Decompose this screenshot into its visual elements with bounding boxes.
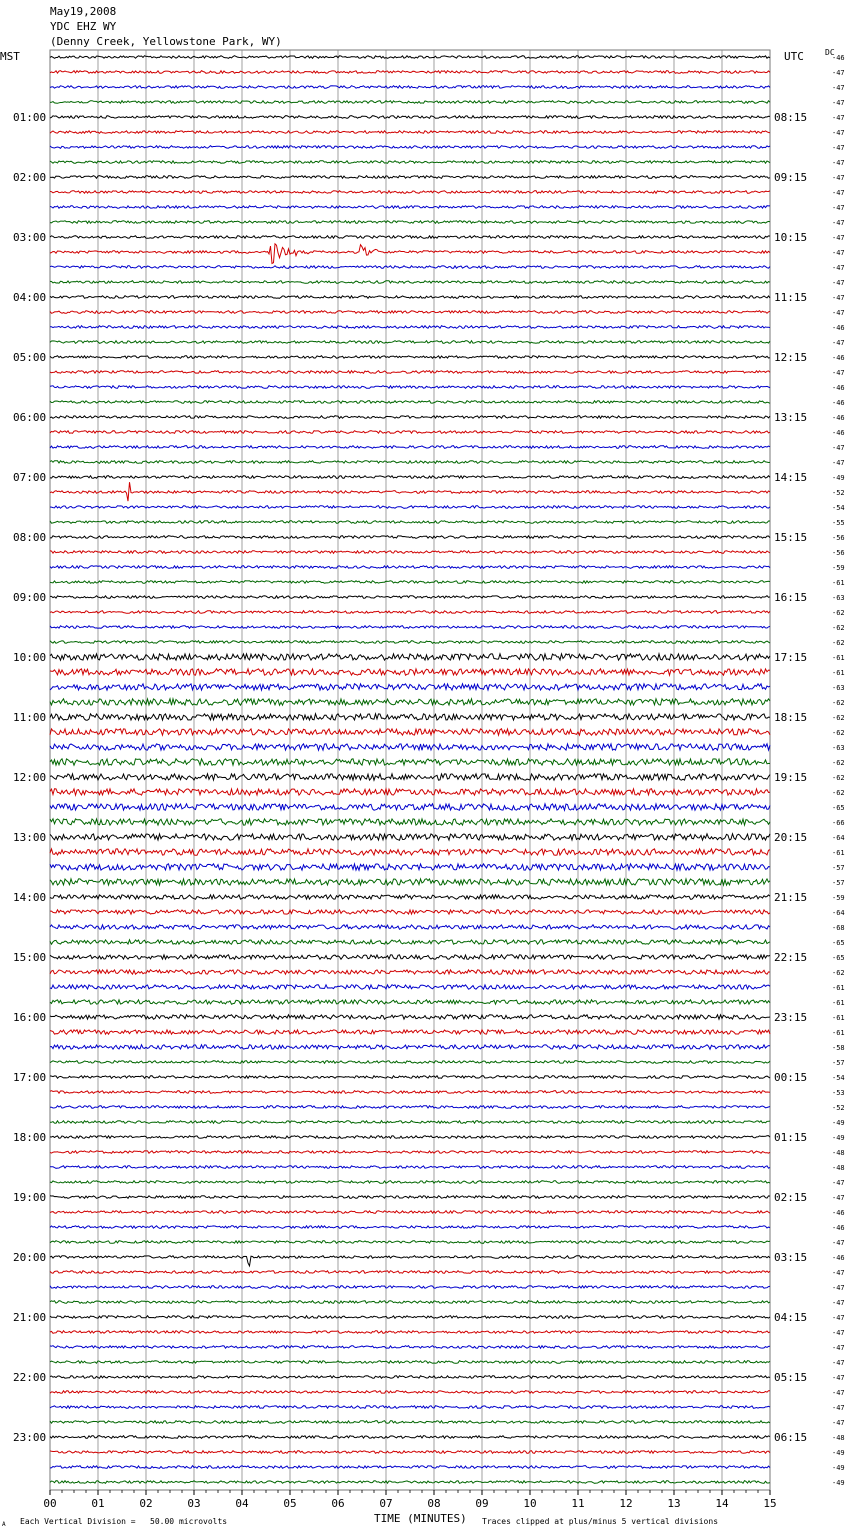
dc-offset-label: -61	[832, 984, 845, 992]
seismic-trace	[50, 910, 770, 914]
seismic-trace	[50, 116, 770, 119]
seismic-trace	[50, 985, 770, 989]
dc-offset-label: -54	[832, 504, 845, 512]
x-tick-label: 12	[619, 1497, 633, 1510]
seismic-trace	[50, 296, 770, 299]
dc-offset-label: -62	[832, 609, 845, 617]
dc-offset-label: -46	[832, 1254, 845, 1262]
dc-offset-label: -55	[832, 519, 845, 527]
dc-offset-label: -49	[832, 1449, 845, 1457]
dc-offset-label: -61	[832, 1014, 845, 1022]
seismic-trace	[50, 744, 770, 750]
seismic-trace	[50, 641, 770, 644]
dc-offset-label: -47	[832, 1269, 845, 1277]
seismic-trace	[50, 1406, 770, 1409]
seismic-trace	[50, 176, 770, 179]
seismic-trace	[50, 1481, 770, 1484]
seismic-trace	[50, 1061, 770, 1064]
seismic-trace	[50, 789, 770, 795]
dc-offset-label: -61	[832, 669, 845, 677]
dc-offset-label: -64	[832, 909, 845, 917]
dc-offset-label: -47	[832, 369, 845, 377]
dc-offset-label: -46	[832, 1209, 845, 1217]
utc-hour-label: 01:15	[774, 1131, 808, 1144]
utc-hour-label: 00:15	[774, 1071, 808, 1084]
dc-offset-label: -47	[832, 309, 845, 317]
seismic-trace	[50, 611, 770, 614]
seismic-trace	[50, 221, 770, 224]
dc-offset-label: -47	[832, 1284, 845, 1292]
utc-hour-label: 03:15	[774, 1251, 808, 1264]
dc-offset-label: -56	[832, 549, 845, 557]
x-tick-label: 08	[427, 1497, 441, 1510]
seismic-trace	[50, 819, 770, 825]
seismic-trace	[50, 371, 770, 374]
dc-offset-label: -47	[832, 84, 845, 92]
mst-hour-label: 17:00	[13, 1071, 47, 1084]
station-code: YDC EHZ WY	[50, 20, 117, 33]
utc-hour-label: 12:15	[774, 351, 808, 364]
seismic-trace	[50, 191, 770, 194]
seismic-trace	[50, 461, 770, 464]
dc-offset-label: -47	[832, 99, 845, 107]
dc-offset-label: -65	[832, 954, 845, 962]
seismic-trace	[50, 206, 770, 209]
dc-offset-label: -57	[832, 1059, 845, 1067]
dc-offset-label: -59	[832, 894, 845, 902]
dc-offset-label: -47	[832, 1374, 845, 1382]
utc-hour-label: 17:15	[774, 651, 808, 664]
seismic-trace	[50, 1030, 770, 1034]
seismic-trace	[50, 1391, 770, 1394]
seismic-trace	[50, 804, 770, 810]
dc-offset-label: -47	[832, 1419, 845, 1427]
dc-offset-label: -47	[832, 174, 845, 182]
dc-offset-label: -56	[832, 534, 845, 542]
mst-hour-label: 18:00	[13, 1131, 47, 1144]
seismic-trace	[50, 970, 770, 974]
dc-offset-label: -47	[832, 249, 845, 257]
dc-offset-label: -47	[832, 114, 845, 122]
seismic-trace	[50, 626, 770, 629]
utc-hour-label: 05:15	[774, 1371, 808, 1384]
utc-hour-label: 06:15	[774, 1431, 808, 1444]
dc-offset-label: -47	[832, 1299, 845, 1307]
seismic-trace	[50, 1451, 770, 1454]
mst-hour-label: 01:00	[13, 111, 47, 124]
mst-hour-label: 07:00	[13, 471, 47, 484]
dc-offset-header: DC	[825, 48, 835, 57]
seismic-trace	[50, 1015, 770, 1019]
seismic-trace	[50, 506, 770, 509]
x-tick-label: 07	[379, 1497, 393, 1510]
mst-hour-label: 08:00	[13, 531, 47, 544]
seismic-trace	[50, 86, 770, 89]
seismic-trace	[50, 774, 770, 780]
x-axis	[43, 1490, 776, 1510]
dc-offset-label: -61	[832, 849, 845, 857]
seismic-trace	[50, 431, 770, 434]
mst-hour-label: 20:00	[13, 1251, 47, 1264]
mst-hour-label: 19:00	[13, 1191, 47, 1204]
dc-offset-label: -46	[832, 54, 845, 62]
x-tick-label: 02	[139, 1497, 153, 1510]
dc-offset-label: -47	[832, 1344, 845, 1352]
dc-offset-label: -47	[832, 1329, 845, 1337]
seismic-trace	[50, 131, 770, 134]
x-tick-label: 14	[715, 1497, 729, 1510]
dc-offset-label: -47	[832, 264, 845, 272]
dc-offset-label: -63	[832, 744, 845, 752]
dc-offset-label: -46	[832, 384, 845, 392]
mst-hour-label: 04:00	[13, 291, 47, 304]
seismic-trace	[50, 654, 770, 660]
dc-offset-label: -47	[832, 69, 845, 77]
dc-offset-label: -47	[832, 204, 845, 212]
dc-offset-label: -57	[832, 864, 845, 872]
x-tick-label: 01	[91, 1497, 105, 1510]
seismic-trace	[50, 416, 770, 419]
mst-hour-label: 23:00	[13, 1431, 47, 1444]
seismic-trace	[50, 1376, 770, 1379]
dc-offset-label: -61	[832, 1029, 845, 1037]
dc-offset-label: -62	[832, 624, 845, 632]
dc-offset-label: -57	[832, 879, 845, 887]
mst-hour-label: 15:00	[13, 951, 47, 964]
utc-hour-label: 11:15	[774, 291, 808, 304]
seismic-trace	[50, 714, 770, 720]
dc-offset-label: -47	[832, 1194, 845, 1202]
seismic-trace	[50, 699, 770, 705]
seismic-trace	[50, 834, 770, 840]
dc-offset-label: -46	[832, 429, 845, 437]
seismic-trace	[50, 1256, 770, 1266]
dc-offset-label: -47	[832, 339, 845, 347]
x-tick-label: 06	[331, 1497, 345, 1510]
mst-hour-label: 09:00	[13, 591, 47, 604]
dc-offset-label: -52	[832, 1104, 845, 1112]
dc-offset-label: -47	[832, 1179, 845, 1187]
dc-offset-label: -68	[832, 924, 845, 932]
utc-hour-label: 22:15	[774, 951, 808, 964]
seismic-trace	[50, 1151, 770, 1154]
dc-offset-label: -62	[832, 699, 845, 707]
dc-offset-label: -48	[832, 1149, 845, 1157]
dc-offset-label: -48	[832, 1164, 845, 1172]
mst-hour-label: 13:00	[13, 831, 47, 844]
utc-hour-label: 15:15	[774, 531, 808, 544]
utc-hour-label: 04:15	[774, 1311, 808, 1324]
seismic-trace	[50, 1181, 770, 1184]
dc-offset-label: -47	[832, 219, 845, 227]
utc-hour-label: 20:15	[774, 831, 808, 844]
seismic-trace	[50, 925, 770, 929]
utc-hour-label: 09:15	[774, 171, 808, 184]
seismic-trace	[50, 566, 770, 569]
x-tick-label: 05	[283, 1497, 297, 1510]
dc-offset-label: -58	[832, 1044, 845, 1052]
utc-hour-label: 08:15	[774, 111, 808, 124]
dc-offset-label: -49	[832, 474, 845, 482]
seismic-trace	[50, 281, 770, 284]
seismic-trace	[50, 146, 770, 149]
dc-offset-label: -62	[832, 729, 845, 737]
dc-offset-label: -49	[832, 1134, 845, 1142]
dc-offset-label: -63	[832, 594, 845, 602]
seismic-trace	[50, 1226, 770, 1229]
utc-hour-label: 23:15	[774, 1011, 808, 1024]
dc-offset-label: -47	[832, 1389, 845, 1397]
dc-offset-label: -62	[832, 759, 845, 767]
station-location: (Denny Creek, Yellowstone Park, WY)	[50, 35, 282, 48]
seismic-trace	[50, 1361, 770, 1364]
right-timezone-label: UTC	[784, 50, 804, 63]
dc-offset-label: -46	[832, 399, 845, 407]
seismic-trace	[50, 1045, 770, 1049]
seismic-trace	[50, 326, 770, 329]
dc-offset-label: -47	[832, 1314, 845, 1322]
seismic-trace	[50, 101, 770, 104]
x-tick-label: 04	[235, 1497, 249, 1510]
trace-group	[50, 56, 770, 1484]
mst-hour-label: 16:00	[13, 1011, 47, 1024]
utc-hour-label: 02:15	[774, 1191, 808, 1204]
dc-offset-label: -61	[832, 999, 845, 1007]
x-tick-label: 13	[667, 1497, 681, 1510]
seismic-trace	[50, 386, 770, 389]
seismic-trace	[50, 311, 770, 314]
dc-offset-label: -62	[832, 969, 845, 977]
seismic-trace	[50, 1241, 770, 1244]
seismic-trace	[50, 341, 770, 344]
seismic-trace	[50, 521, 770, 524]
record-date: May19,2008	[50, 5, 117, 18]
seismic-trace	[50, 1106, 770, 1109]
seismic-trace	[50, 729, 770, 735]
dc-offset-label: -49	[832, 1479, 845, 1487]
scale-note: Each Vertical Division = 50.00 microvolts	[20, 1517, 228, 1526]
dc-offset-label: -53	[832, 1089, 845, 1097]
dc-offset-label: -62	[832, 774, 845, 782]
x-tick-label: 03	[187, 1497, 201, 1510]
seismic-trace	[50, 536, 770, 539]
seismic-trace	[50, 1436, 770, 1439]
dc-offset-label: -61	[832, 579, 845, 587]
dc-offset-label: -59	[832, 564, 845, 572]
dc-offset-label: -63	[832, 684, 845, 692]
dc-offset-label: -47	[832, 189, 845, 197]
seismic-trace	[50, 551, 770, 554]
left-timezone-label: MST	[0, 50, 20, 63]
dc-offset-label: -54	[832, 1074, 845, 1082]
dc-offset-label: -65	[832, 939, 845, 947]
x-axis-title: TIME (MINUTES)	[374, 1512, 467, 1525]
seismic-trace	[50, 56, 770, 59]
mst-hour-label: 05:00	[13, 351, 47, 364]
dc-offset-label: -62	[832, 789, 845, 797]
dc-offset-label: -66	[832, 819, 845, 827]
seismic-trace	[50, 1301, 770, 1304]
seismic-trace	[50, 482, 770, 501]
dc-offset-label: -47	[832, 1239, 845, 1247]
mst-hour-label: 12:00	[13, 771, 47, 784]
seismic-trace	[50, 940, 770, 944]
seismic-trace	[50, 1466, 770, 1469]
seismic-trace	[50, 1271, 770, 1274]
seismic-trace	[50, 596, 770, 599]
dc-offset-label: -46	[832, 414, 845, 422]
dc-offset-label: -48	[832, 1434, 845, 1442]
seismic-trace	[50, 1331, 770, 1334]
utc-hour-label: 13:15	[774, 411, 808, 424]
seismic-trace	[50, 71, 770, 74]
dc-offset-labels	[832, 54, 845, 1487]
seismic-trace	[50, 1091, 770, 1094]
seismic-trace	[50, 1121, 770, 1124]
dc-offset-label: -49	[832, 1119, 845, 1127]
mst-hour-label: 14:00	[13, 891, 47, 904]
seismic-trace	[50, 1421, 770, 1424]
seismic-trace	[50, 895, 770, 899]
dc-offset-label: -47	[832, 144, 845, 152]
utc-hour-label: 14:15	[774, 471, 808, 484]
seismic-trace	[50, 401, 770, 404]
dc-offset-label: -61	[832, 654, 845, 662]
x-tick-label: 11	[571, 1497, 585, 1510]
mst-hour-label: 21:00	[13, 1311, 47, 1324]
corner-mark: A	[2, 1521, 6, 1528]
seismic-trace	[50, 759, 770, 765]
dc-offset-label: -49	[832, 1464, 845, 1472]
mst-hour-label: 02:00	[13, 171, 47, 184]
dc-offset-label: -47	[832, 1404, 845, 1412]
utc-hour-label: 16:15	[774, 591, 808, 604]
dc-offset-label: -64	[832, 834, 845, 842]
x-tick-label: 00	[43, 1497, 57, 1510]
seismic-trace	[50, 1211, 770, 1214]
dc-offset-label: -47	[832, 1359, 845, 1367]
dc-offset-label: -46	[832, 324, 845, 332]
utc-hour-label: 21:15	[774, 891, 808, 904]
seismic-trace	[50, 669, 770, 675]
seismic-trace	[50, 1316, 770, 1319]
seismic-trace	[50, 1166, 770, 1169]
x-tick-label: 10	[523, 1497, 537, 1510]
dc-offset-label: -65	[832, 804, 845, 812]
seismic-trace	[50, 849, 770, 855]
dc-offset-label: -46	[832, 354, 845, 362]
seismic-trace	[50, 1196, 770, 1199]
dc-offset-label: -47	[832, 444, 845, 452]
dc-offset-label: -47	[832, 234, 845, 242]
seismic-trace	[50, 161, 770, 164]
seismic-trace	[50, 879, 770, 885]
seismic-trace	[50, 1286, 770, 1289]
x-tick-label: 09	[475, 1497, 489, 1510]
mst-hour-label: 06:00	[13, 411, 47, 424]
dc-offset-label: -62	[832, 714, 845, 722]
seismic-trace	[50, 446, 770, 449]
clip-note: Traces clipped at plus/minus 5 vertical divisions	[482, 1517, 719, 1526]
mst-hour-label: 10:00	[13, 651, 47, 664]
seismic-trace	[50, 236, 770, 239]
seismic-trace	[50, 581, 770, 584]
dc-offset-label: -47	[832, 294, 845, 302]
dc-offset-label: -47	[832, 159, 845, 167]
seismic-trace	[50, 1000, 770, 1004]
seismic-trace	[50, 1076, 770, 1079]
seismic-trace	[50, 244, 770, 264]
mst-hour-label: 03:00	[13, 231, 47, 244]
seismic-trace	[50, 476, 770, 479]
x-tick-label: 15	[763, 1497, 777, 1510]
seismic-trace	[50, 864, 770, 870]
seismic-trace	[50, 1346, 770, 1349]
dc-offset-label: -62	[832, 639, 845, 647]
dc-offset-label: -52	[832, 489, 845, 497]
seismic-trace	[50, 684, 770, 690]
mst-hour-label: 11:00	[13, 711, 47, 724]
seismic-trace	[50, 1136, 770, 1139]
dc-offset-label: -47	[832, 279, 845, 287]
utc-hour-label: 19:15	[774, 771, 808, 784]
dc-offset-label: -47	[832, 129, 845, 137]
mst-hour-label: 22:00	[13, 1371, 47, 1384]
dc-offset-label: -47	[832, 459, 845, 467]
seismic-trace	[50, 356, 770, 359]
dc-offset-label: -46	[832, 1224, 845, 1232]
utc-hour-label: 10:15	[774, 231, 808, 244]
utc-hour-label: 18:15	[774, 711, 808, 724]
seismic-trace	[50, 266, 770, 269]
seismic-trace	[50, 955, 770, 959]
